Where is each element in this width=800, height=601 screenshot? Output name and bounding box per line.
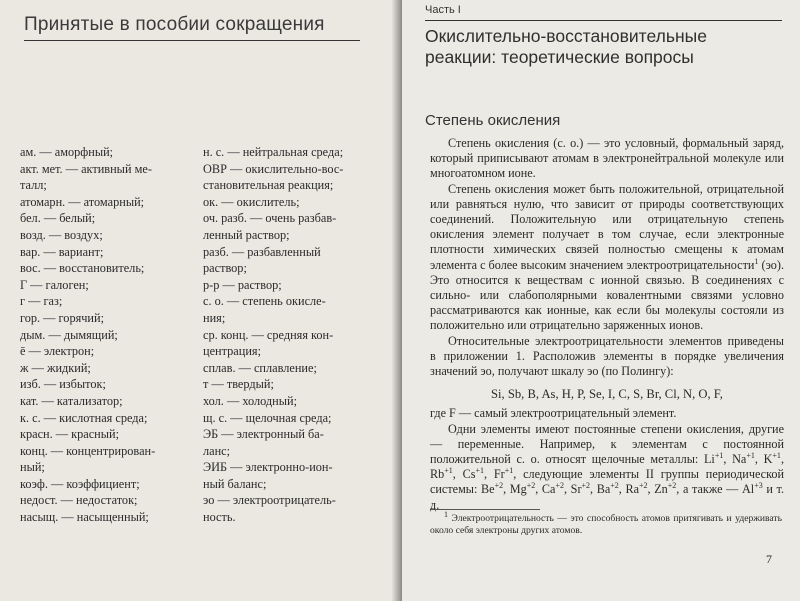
abbreviation-entry: кат. — катализатор; — [20, 393, 123, 408]
abbreviation-entry: ность. — [203, 510, 236, 525]
abbreviation-entry: Г — галоген; — [20, 277, 89, 292]
page-number: 7 — [766, 552, 772, 566]
abbreviation-entry: коэф. — коэффициент; — [20, 476, 140, 491]
abbreviation-entry: ленный раствор; — [203, 227, 290, 242]
abbreviation-entry: ЭБ — электронный ба- — [203, 427, 324, 442]
abbreviation-entry: оч. разб. — очень разбав- — [203, 211, 337, 226]
abbreviation-entry: раствор; — [203, 261, 247, 276]
abbreviation-entry: с. о. — степень окисле- — [203, 294, 326, 309]
electronegativity-scale: Si, Sb, B, As, H, P, Se, I, C, S, Br, Cl, N, O, F, — [491, 387, 723, 402]
abbreviation-entry: ЭИБ — электронно-ион- — [203, 460, 333, 475]
footnote-reference: 1 — [754, 256, 759, 266]
paragraph-definition: Степень окисления (с. о.) — это условный, формальный заряд, который приписывают атомам в электронейтральной молекуле или многоатомном ионе. — [430, 136, 784, 181]
abbreviation-entry: ср. конц. — средняя кон- — [203, 327, 334, 342]
abbreviation-entry: недост. — недостаток; — [20, 493, 138, 508]
abbreviation-entry: ный; — [20, 460, 45, 475]
abbreviation-entry: р-р — раствор; — [203, 277, 282, 292]
paragraph-scale: Относительные электроотрицательности элементов приведены в приложении 1. Расположив элементы в порядке увеличения значений эо, получают шкалу эо (по Полингу): — [430, 333, 784, 379]
abbreviation-entry: т — твердый; — [203, 377, 274, 392]
abbreviation-entry: возд. — воздух; — [20, 227, 103, 242]
chapter-title — [425, 26, 785, 68]
abbreviation-entry: гор. — горячий; — [20, 310, 105, 325]
abbreviations-column-1 — [20, 144, 185, 526]
paragraph-sign: Степень окисления может быть положительной, отрицательной или равняться нулю, что зависит от природы соответствующих соединений. Положительную или отрицательную степень окисления элемент получает в том случае, если электронные плотности химических связей полностью смещены к атомам элемента с более высоким значением электроотрицательности$^1$ (эо). Это относится к веществам с ионной связью. В соединениях с сильно- или слабополярными ковалентными связями условно рассматриваются как ионные, как если бы молекулы состояли из положительно или отрицательно заряженных ионов. — [430, 181, 784, 333]
abbreviation-entry: г — газ; — [20, 294, 63, 309]
abbreviations-title: Принятые в пособии сокращения — [24, 14, 325, 35]
footnote-text: Электроотрицательность — это способность атомов притягивать и удерживать около себя электроны других атомов. — [430, 513, 782, 536]
abbreviation-entry: щ. с. — щелочная среда; — [203, 410, 332, 425]
chapter-title-line-2: реакции: теоретические вопросы — [425, 47, 694, 67]
abbreviation-entry: разб. — разбавленный — [203, 244, 321, 259]
abbreviation-entry: дым. — дымящий; — [20, 327, 118, 342]
abbreviation-entry: вар. — вариант; — [20, 244, 104, 259]
abbreviation-entry: насыщ. — насыщенный; — [20, 510, 149, 525]
section-title: Степень окисления — [425, 112, 561, 129]
abbreviation-entry: акт. мет. — активный ме- — [20, 161, 152, 176]
abbreviations-column-2 — [203, 144, 363, 526]
abbreviation-entry: к. с. — кислотная среда; — [20, 410, 148, 425]
paragraph-scale-note: где F — самый электроотрицательный элемент. — [430, 406, 677, 421]
abbreviation-entry: ОВР — окислительно-вос- — [203, 161, 344, 176]
abbreviation-entry: бел. — белый; — [20, 211, 96, 226]
abbreviation-entry: ланс; — [203, 443, 231, 458]
abbreviation-entry: ам. — аморфный; — [20, 145, 114, 159]
abbreviation-entry: талл; — [20, 178, 47, 193]
footnote — [430, 509, 782, 537]
abbreviation-entry: ния; — [203, 310, 226, 325]
abbreviation-entry: центрация; — [203, 344, 261, 359]
abbreviation-entry: атомарн. — атомарный; — [20, 194, 145, 209]
body-text — [430, 136, 784, 513]
abbreviation-entry: изб. — избыток; — [20, 377, 106, 392]
part-rule — [425, 20, 782, 21]
abbreviation-entry: сплав. — сплавление; — [203, 360, 317, 375]
title-rule — [24, 40, 360, 41]
paragraph-constant-states: Одни элементы имеют постоянные степени окисления, другие — переменные. Например, к элементам с постоянной положительной с. о. относят щелочные металлы: $Li^{+1}$, $Na^{+1}$, $K^{+1}$, $Rb^{+1}$, $Cs^{+1}$, $Fr^{+1}$, следующие элементы II группы периодической системы: $Be^{+2}$, $Mg^{+2}$, $Ca^{+2}$, $Sr^{+2}$, $Ba^{+2}$, $Ra^{+2}$, $Zn^{+2}$, а также — $Al^{+3}$ и т. д. — [430, 421, 784, 512]
chapter-title-line-1: Окислительно-восстановительные — [425, 26, 707, 46]
footnote-mark: 1 — [444, 509, 448, 519]
abbreviation-entry: эо — электроотрицатель- — [203, 493, 336, 508]
abbreviation-entry: ē — электрон; — [20, 344, 95, 359]
abbreviation-entry: красн. — красный; — [20, 427, 120, 442]
abbreviation-entry: н. с. — нейтральная среда; — [203, 145, 344, 159]
abbreviation-entry: ж — жидкий; — [20, 360, 91, 375]
abbreviation-entry: ок. — окислитель; — [203, 194, 300, 209]
abbreviation-entry: хол. — холодный; — [203, 393, 298, 408]
abbreviation-entry: становительная реакция; — [203, 178, 334, 193]
left-page — [0, 0, 398, 601]
part-label: Часть I — [425, 4, 461, 16]
abbreviation-entry: ный баланс; — [203, 476, 267, 491]
abbreviation-entry: конц. — концентрирован- — [20, 443, 156, 458]
abbreviation-entry: вос. — восстановитель; — [20, 261, 145, 276]
